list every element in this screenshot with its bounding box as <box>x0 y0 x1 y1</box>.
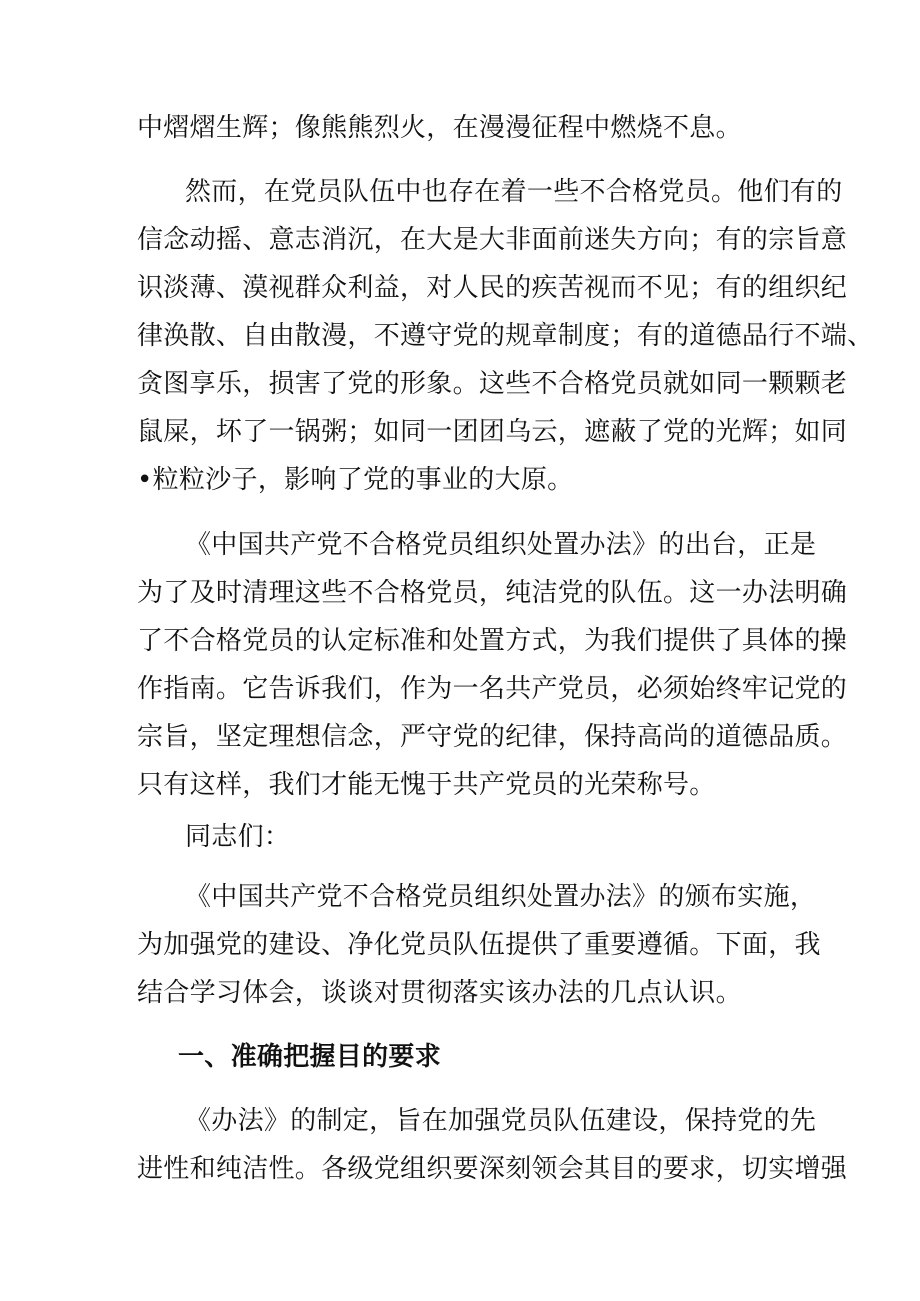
text-line: 鼠屎，坏了一锅粥；如同一团团乌云，遮蔽了党的光辉；如同 <box>137 417 848 447</box>
text-line: 了不合格党员的认定标准和处置方式，为我们提供了具体的操 <box>137 626 848 656</box>
text-line: 信念动摇、意志消沉，在大是大非面前迷失方向；有的宗旨意 <box>137 225 848 255</box>
text-line: 只有这样，我们才能无愧于共产党员的光荣称号。 <box>137 770 716 800</box>
text-line: 贪图享乐，损害了党的形象。这些不合格党员就如同一颗颗老 <box>137 369 848 399</box>
text-line: 中熠熠生辉；像熊熊烈火，在漫漫征程中燃烧不息。 <box>137 113 742 143</box>
text-line: 作指南。它告诉我们，作为一名共产党员，必须始终牢记党的 <box>137 674 848 704</box>
paragraph-first-line: 《办法》的制定，旨在加强党员队伍建设，保持党的先 <box>185 1106 817 1136</box>
text-line: 宗旨，坚定理想信念，严守党的纪律，保持高尚的道德品质。 <box>137 722 848 752</box>
text-line: 为加强党的建设、净化党员队伍提供了重要遵循。下面，我 <box>137 930 821 960</box>
salutation: 同志们： <box>185 822 291 852</box>
text-line: •粒粒沙子，影响了党的事业的大原。 <box>137 465 574 495</box>
text-line: 结合学习体会，谈谈对贯彻落实该办法的几点认识。 <box>137 978 742 1008</box>
section-heading: 一、准确把握目的要求 <box>178 1042 442 1072</box>
paragraph-first-line: 然而，在党员队伍中也存在着一些不合格党员。他们有的 <box>185 177 843 207</box>
paragraph-first-line: 《中国共产党不合格党员组织处置办法》的颁布实施， <box>185 882 817 912</box>
text-line: 为了及时清理这些不合格党员，纯洁党的队伍。这一办法明确 <box>137 578 848 608</box>
text-line: 进性和纯洁性。各级党组织要深刻领会其目的要求，切实增强 <box>137 1154 848 1184</box>
paragraph-first-line: 《中国共产党不合格党员组织处置办法》的出台，正是 <box>185 530 817 560</box>
text-line: 识淡薄、漠视群众利益，对人民的疾苦视而不见；有的组织纪 <box>137 273 848 303</box>
text-line: 律涣散、自由散漫，不遵守党的规章制度；有的道德品行不端、 <box>137 321 874 351</box>
